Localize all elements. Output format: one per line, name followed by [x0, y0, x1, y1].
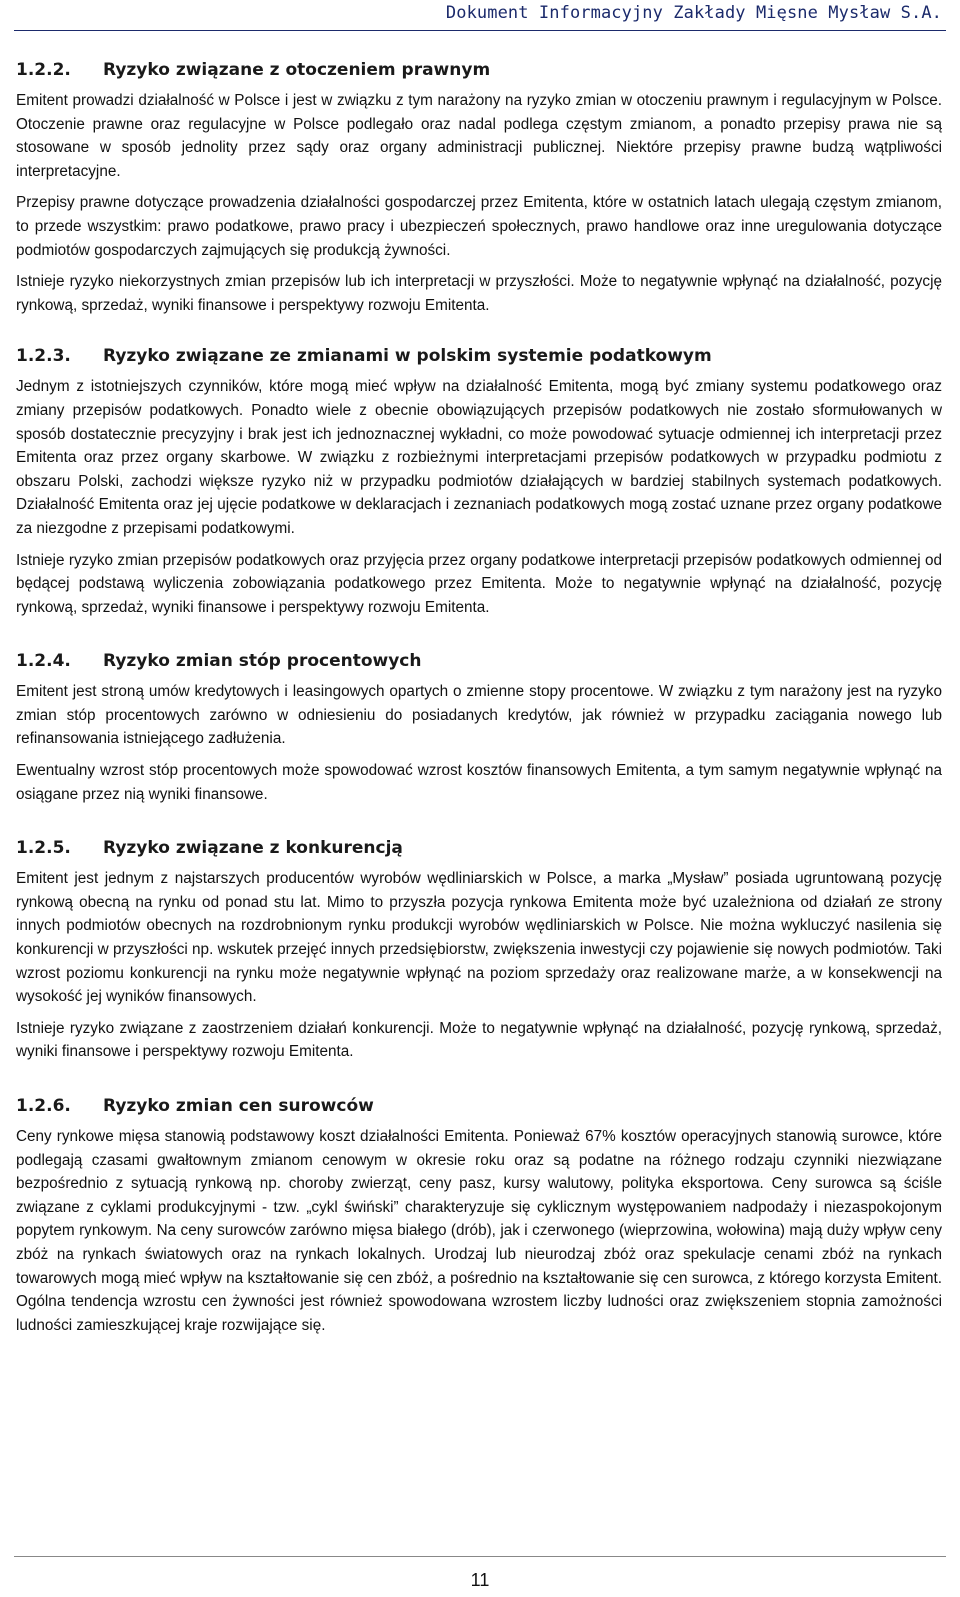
paragraph: Emitent prowadzi działalność w Polsce i jest w związku z tym narażony na ryzyko zmian w otoczeniu prawnym i regulacyjnym w Polsce. Otoczenie prawne oraz regulacyjne w Polsce podlegało oraz nadal podlega częstym zmianom, a ponadto przepisy prawa nie są stosowane w sposób jednolity przez sądy oraz organy administracji publicznej. Niektóre przepisy prawne budzą wątpliwości interpretacyjne.: [16, 92, 942, 180]
section-heading: [16, 58, 942, 82]
section-competition: [16, 836, 942, 1064]
section-raw-material-prices: [16, 1094, 942, 1337]
paragraph: Jednym z istotniejszych czynników, które mogą mieć wpływ na działalność Emitenta, mogą być zmiany systemu podatkowego oraz zmiany przepisów podatkowych. Ponadto wiele z obecnie obowiązujących przepisów podatkowych nie zostało sformułowanych w sposób dostatecznie precyzyjny i brak jest ich jednoznacznej wykładni, co może powodować sytuacje odmiennej ich interpretacji przez Emitenta oraz przez organy skarbowe. W związku z rozbieżnymi interpretacjami przepisów podatkowych w przypadku podmiotu z obszaru Polski, zachodzi większe ryzyko niż w przypadku podmiotów działających w bardziej stabilnych systemach podatkowych. Działalność Emitenta oraz jej ujęcie podatkowe w deklaracjach i zeznaniach podatkowych mogą zostać uznane przez organy podatkowe za niezgodne z przepisami podatkowymi.: [16, 378, 942, 537]
page-number: 11: [470, 1570, 490, 1590]
paragraph: Emitent jest stroną umów kredytowych i leasingowych opartych o zmienne stopy procentowe. W związku z tym narażony jest na ryzyko zmian stóp procentowych zarówno w odniesieniu do posiadanych kredytów, jak również w przypadku zaciągania nowego lub refinansowania istniejącego zadłużenia.: [16, 683, 942, 748]
section-number: 1.2.5.: [16, 838, 71, 859]
section-title: Ryzyko zmian stóp procentowych: [103, 651, 422, 672]
section-tax-system: [16, 344, 942, 619]
section-heading: [16, 344, 942, 368]
paragraph: Istnieje ryzyko związane z zaostrzeniem działań konkurencji. Może to negatywnie wpłynąć na działalność, pozycję rynkową, sprzedaż, wyniki finansowe i perspektywy rozwoju Emitenta.: [16, 1019, 942, 1061]
section-heading: [16, 1094, 942, 1118]
document-header: Dokument Informacyjny Zakłady Mięsne Mysław S.A.: [445, 3, 942, 23]
section-heading: [16, 649, 942, 673]
paragraph: Ceny rynkowe mięsa stanowią podstawowy koszt działalności Emitenta. Ponieważ 67% kosztów operacyjnych stanowią surowce, które podlegają czasami gwałtownym zmianom cenowym w okresie roku oraz są podatne na różnego rodzaju czynniki niezwiązane bezpośrednio z sytuacją rynkową np. choroby zwierząt, ceny pasz, kursy walutowy, polityka eksportowa. Ceny surowca są ściśle związane z cyklami produkcyjnymi - tzw. „cykl świński” charakteryzuje się cyklicznym występowaniem nadpodaży i niezaspokojonym popytem rynkowym. Na ceny surowców zarówno mięsa białego (drób), jak i czerwonego (wieprzowina, wołowina) mają duży wpływ ceny zbóż na rynkach światowych oraz na rynkach lokalnych. Urodzaj lub nieurodzaj zbóż oraz spekulacje cenami zbóż na rynkach towarowych mogą mieć wpływ na kształtowanie się cen zbóż, a pośrednio na kształtowanie się cen surowca, z którego korzysta Emitent. Ogólna tendencja wzrostu cen żywności jest również spowodowana wzrostem liczby ludności oraz zwiększeniem stopnia zamożności ludności zamieszkującej kraje rozwijające się.: [16, 1128, 942, 1334]
section-legal-environment: [16, 58, 942, 317]
header-divider: [14, 30, 946, 31]
section-title: Ryzyko związane z konkurencją: [103, 838, 403, 859]
document-body: [16, 58, 942, 1345]
section-title: Ryzyko zmian cen surowców: [103, 1096, 374, 1116]
section-title: Ryzyko związane z otoczeniem prawnym: [103, 60, 491, 80]
section-number: 1.2.6.: [16, 1096, 71, 1116]
section-number: 1.2.3.: [16, 346, 71, 367]
paragraph: Przepisy prawne dotyczące prowadzenia działalności gospodarczej przez Emitenta, które w ostatnich latach ulegają częstym zmianom, to przede wszystkim: prawo podatkowe, prawo pracy i ubezpieczeń społecznych, prawo handlowe oraz inne uregulowania dotyczące podmiotów gospodarczych zajmujących się produkcją żywności.: [16, 194, 942, 259]
paragraph: Istnieje ryzyko niekorzystnych zmian przepisów lub ich interpretacji w przyszłości. Może to negatywnie wpłynąć na działalność, pozycję rynkową, sprzedaż, wyniki finansowe i perspektywy rozwoju Emitenta.: [16, 273, 942, 314]
section-interest-rates: [16, 649, 942, 806]
paragraph: Ewentualny wzrost stóp procentowych może spowodować wzrost kosztów finansowych Emitenta, a tym samym negatywnie wpłynąć na osiągane przez nią wyniki finansowe.: [16, 762, 942, 803]
paragraph: Istnieje ryzyko zmian przepisów podatkowych oraz przyjęcia przez organy podatkowe interpretacji przepisów podatkowych odmiennej od będącej podstawą wyliczenia zobowiązania podatkowego przez Emitenta. Może to negatywnie wpłynąć na działalność, pozycję rynkową, sprzedaż, wyniki finansowe i perspektywy rozwoju Emitenta.: [16, 551, 942, 616]
footer-divider: [14, 1556, 946, 1557]
section-title: Ryzyko związane ze zmianami w polskim systemie podatkowym: [103, 346, 712, 367]
section-heading: [16, 836, 942, 860]
section-number: 1.2.2.: [16, 60, 71, 80]
section-number: 1.2.4.: [16, 651, 71, 672]
paragraph: Emitent jest jednym z najstarszych producentów wyrobów wędliniarskich w Polsce, a marka „Mysław” posiada ugruntowaną pozycję rynkową obecną na rynku od ponad stu lat. Mimo to przyszła pozycja rynkowa Emitenta może być uzależniona od działań ze strony innych podmiotów obecnych na rozdrobnionym rynku produkcji wyrobów wędliniarskich w Polsce. Nie można wykluczyć nasilenia się konkurencji w przyszłości np. wskutek przejęć innych przedsiębiorstw, zwiększenia inwestycji czy pojawienie się nowych podmiotów. Taki wzrost poziomu konkurencji na rynku może negatywnie wpłynąć na poziom sprzedaży oraz realizowane marże, a w konsekwencji na wysokość jej wyników finansowych.: [16, 870, 942, 1006]
